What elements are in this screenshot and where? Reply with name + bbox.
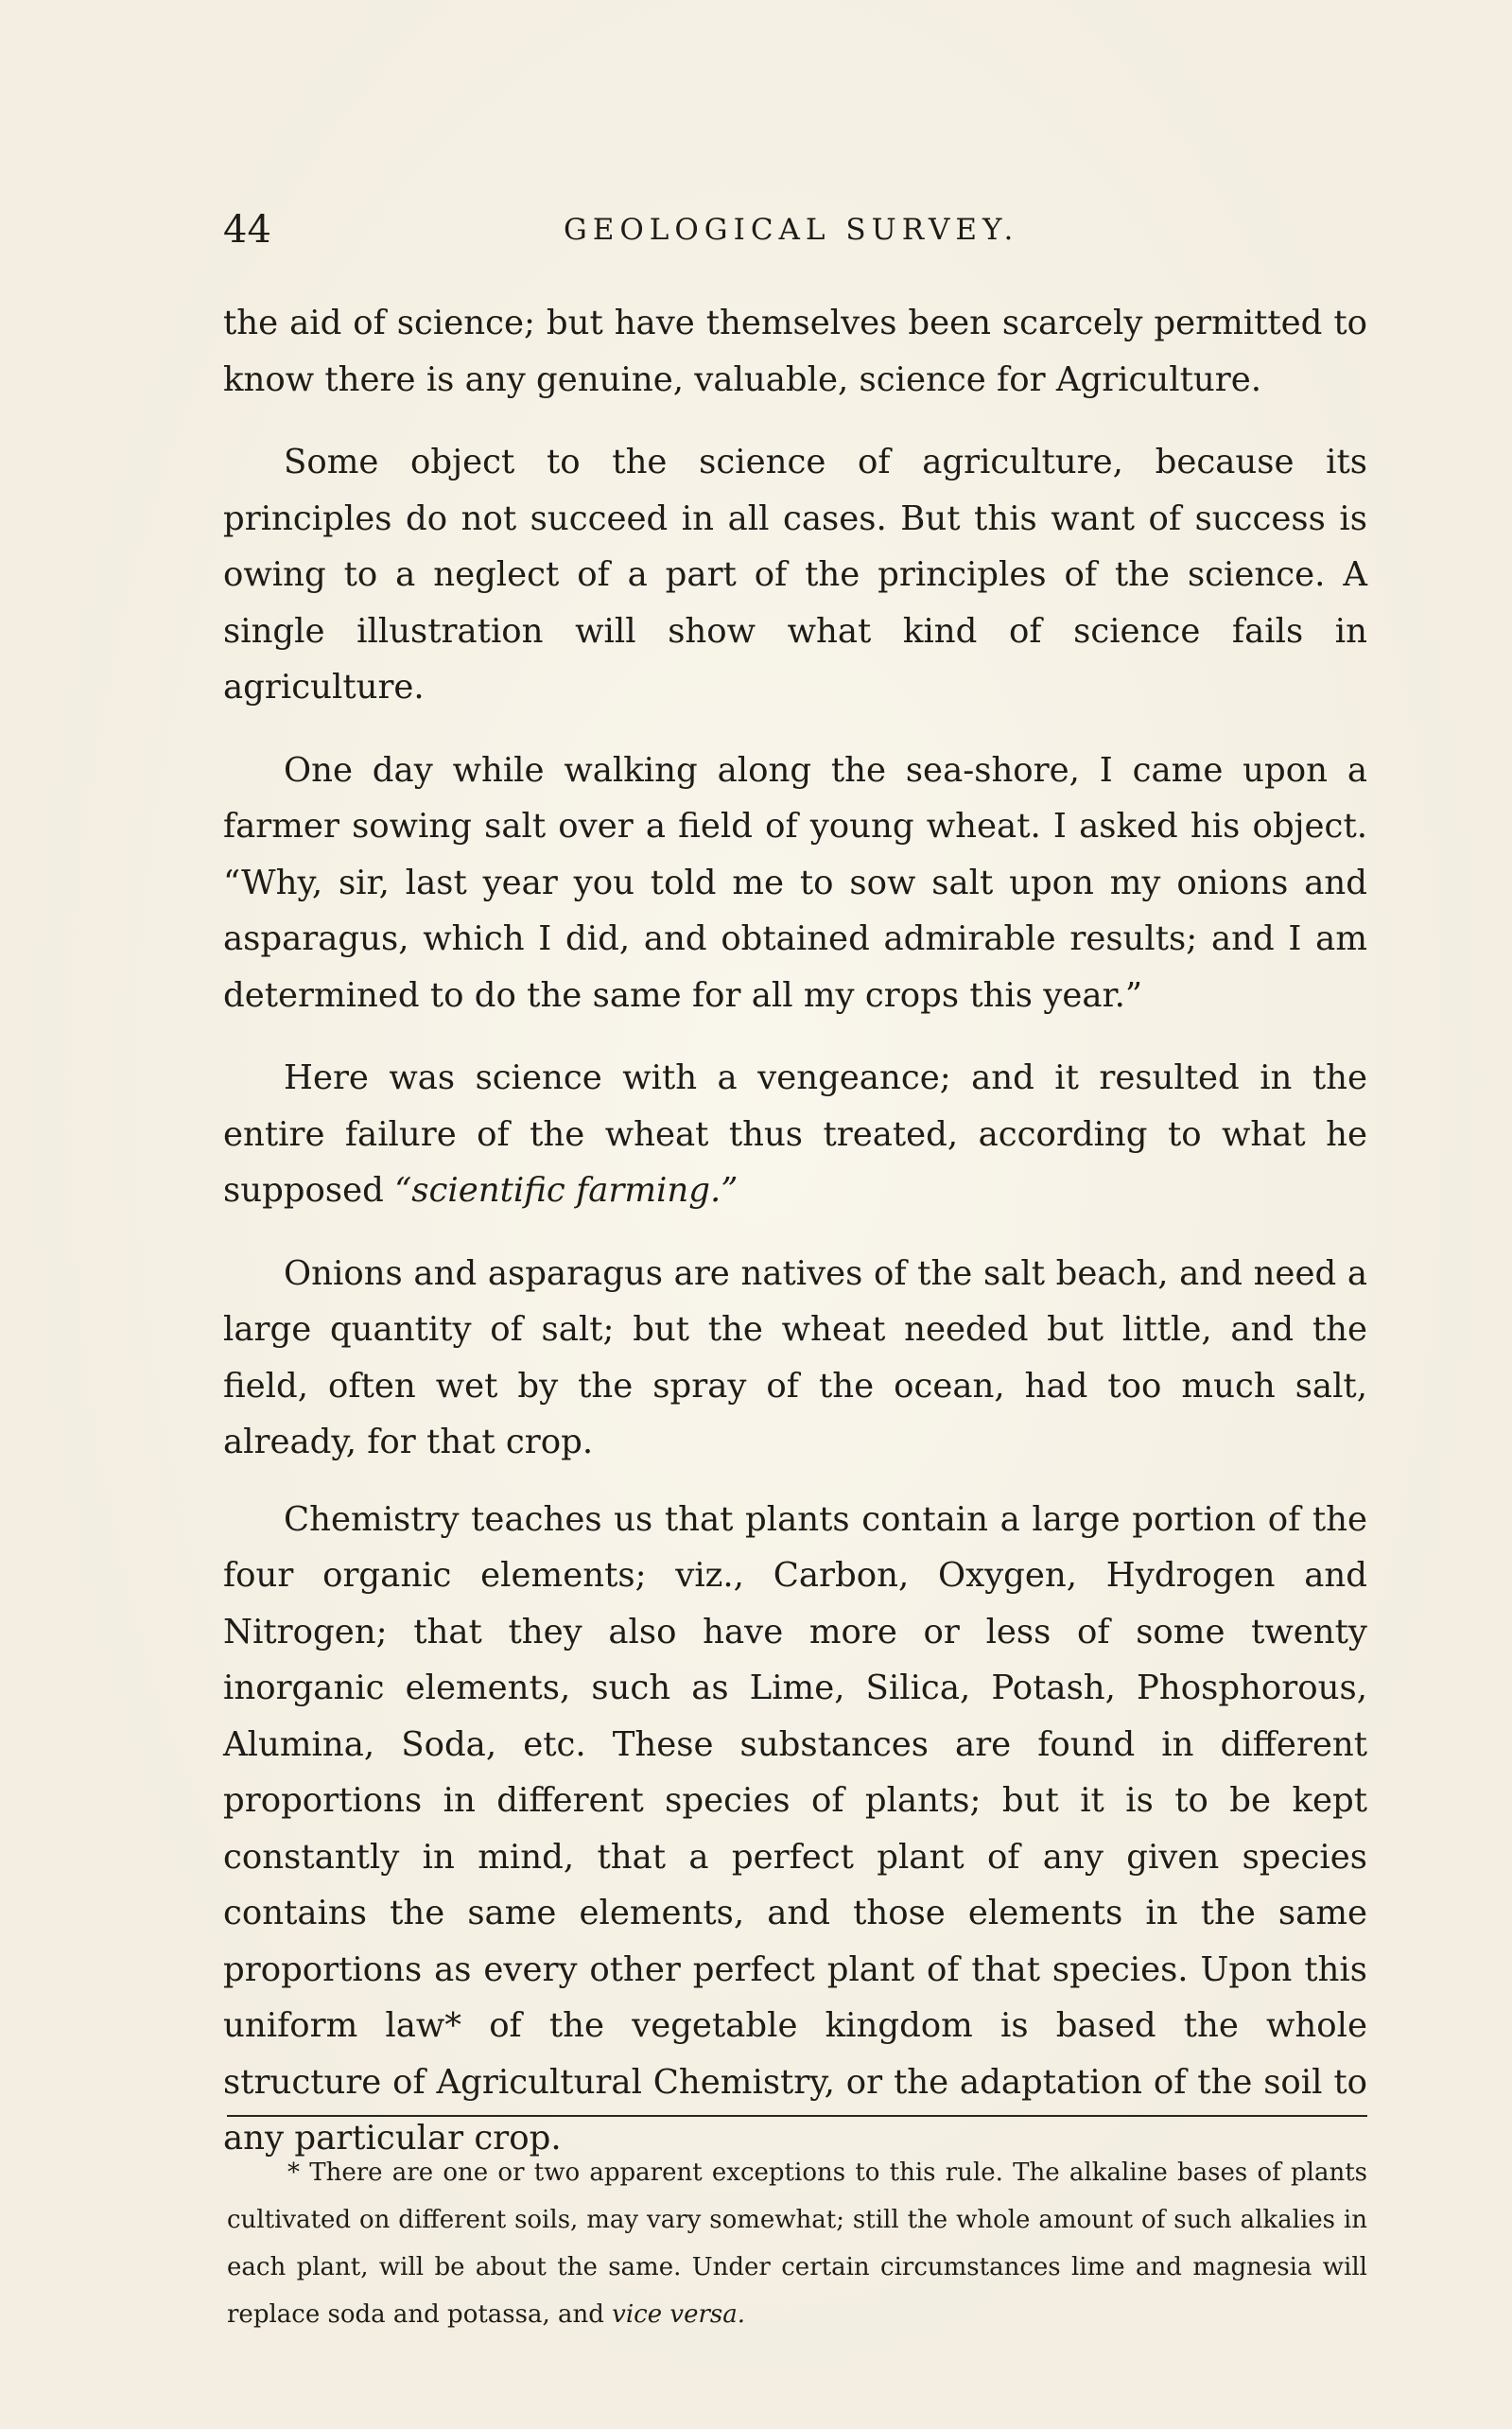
paragraph-onions-asparagus: Onions and asparagus are natives of the salt beach, and need a large quantity of salt; but the wheat needed but little, and the field, often wet by the spray of the ocean, had too much salt, already, for that crop. [223, 1253, 1367, 1461]
paragraph-science-objection: Some object to the science of agriculture, because its principles do not succeed in all cases. But this want of success is owing to a neglect of a part of the principles of the science. A single illustration will show what kind of science fails in agriculture. [223, 443, 1367, 707]
paragraph-vengeance-text: Here was science with a vengeance; and it resulted in the entire failure of the wheat thus treated, according to what he supposed [223, 1058, 1367, 1210]
page-number: 44 [223, 208, 271, 252]
footnote-text: * There are one or two apparent exceptions to this rule. The alkaline bases of plants cultivated on different soils, may vary somewhat; still the whole amount of such alkalies in each plant, will be about the same. Under certain circumstances lime and magnesia will replace soda and potassa, and [227, 2158, 1367, 2329]
paragraph-vengeance [223, 1050, 1367, 1219]
scientific-farming-quote: “scientific farming.” [394, 1171, 739, 1210]
footnote-divider [227, 2115, 1367, 2117]
page-header [223, 206, 1367, 253]
running-title: GEOLOGICAL SURVEY. [564, 213, 1019, 247]
paragraph-chemistry: Chemistry teaches us that plants contain a large portion of the four organic elements; viz., Carbon, Oxygen, Hydrogen and Nitrogen; that they also have more or less of some twenty inorganic elements, such as Lime, Silica, Potash, Phosphorous, Alumina, Soda, etc. These substances are found in different proportions in different species of plants; but it is to be kept constantly in mind, that a perfect plant of any given species contains the same elements, and those elements in the same proportions as every other perfect plant of that species. Upon this uniform law* of the vegetable kingdom is based the whole structure of Agricultural Chemistry, or the adaptation of the soil to any particular crop. [223, 1499, 1367, 2158]
paragraph-continuation: the aid of science; but have themselves been scarcely permitted to know there is any genuine, valuable, science for Agriculture. [223, 304, 1367, 399]
paragraph-sea-shore-anecdote: One day while walking along the sea-shore, I came upon a farmer sowing salt over a field of young wheat. I asked his object. “Why, sir, last year you told me to sow salt upon my onions and asparagus, which I did, and obtained admirable results; and I am determined to do the same for all my crops this year.” [223, 750, 1367, 1015]
footnote [227, 2149, 1367, 2338]
footnote-italic-tail: vice versa. [612, 2300, 746, 2329]
body-text [223, 295, 1367, 2167]
